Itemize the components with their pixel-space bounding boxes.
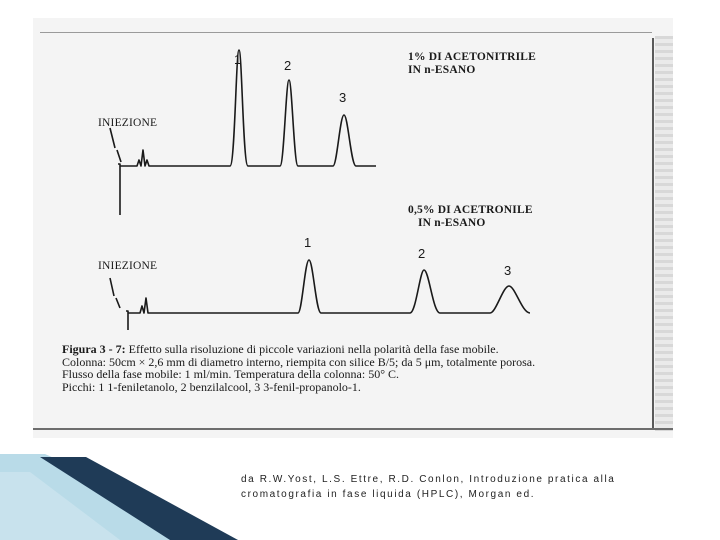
corner-decoration — [0, 440, 240, 540]
bottom-peak-3-label: 3 — [504, 263, 512, 278]
top-peak-3-label: 3 — [339, 90, 347, 105]
bottom-injection-label: INIEZIONE — [98, 260, 158, 272]
source-credit — [241, 472, 681, 502]
bottom-peak-2-label: 2 — [418, 246, 426, 261]
bottom-condition-line1: 0,5% DI ACETRONILE — [408, 204, 533, 216]
bottom-peak-1-label: 1 — [304, 235, 312, 250]
caption-heading: Figura 3 - 7: — [62, 342, 126, 356]
top-condition-line2: IN n-ESANO — [408, 64, 476, 76]
credit-line-2: cromatografia in fase liquida (HPLC), Morgan ed. — [241, 489, 536, 500]
figure-caption — [62, 343, 622, 393]
bottom-injection-marker — [110, 278, 120, 308]
caption-title: Effetto sulla risoluzione di piccole variazioni nella polarità della fase mobile. — [125, 342, 499, 356]
bottom-condition-line2: IN n-ESANO — [418, 217, 486, 229]
top-injection-label: INIEZIONE — [98, 117, 158, 129]
top-injection-marker — [110, 128, 121, 162]
caption-line-4: Picchi: 1 1-feniletanolo, 2 benzilalcool, 3 3-fenil-propanolo-1. — [62, 379, 361, 394]
top-peak-2-label: 2 — [284, 58, 292, 73]
caption-line-3: Flusso della fase mobile: 1 ml/min. Temperatura della colonna: 50° C. — [62, 367, 400, 382]
bottom-chromatogram-trace — [126, 260, 530, 330]
top-condition-line1: 1% DI ACETONITRILE — [408, 51, 537, 63]
caption-line-1 — [62, 343, 622, 356]
top-chromatogram-trace — [118, 50, 376, 215]
top-peak-1-label: 1 — [234, 52, 242, 67]
credit-line-1: da R.W.Yost, L.S. Ettre, R.D. Conlon, Introduzione pratica alla — [241, 474, 616, 485]
caption-line-2: Colonna: 50cm × 2,6 mm di diametro interno, riempita con silice B/5; da 5 μm, totalmente porosa. — [62, 354, 536, 369]
